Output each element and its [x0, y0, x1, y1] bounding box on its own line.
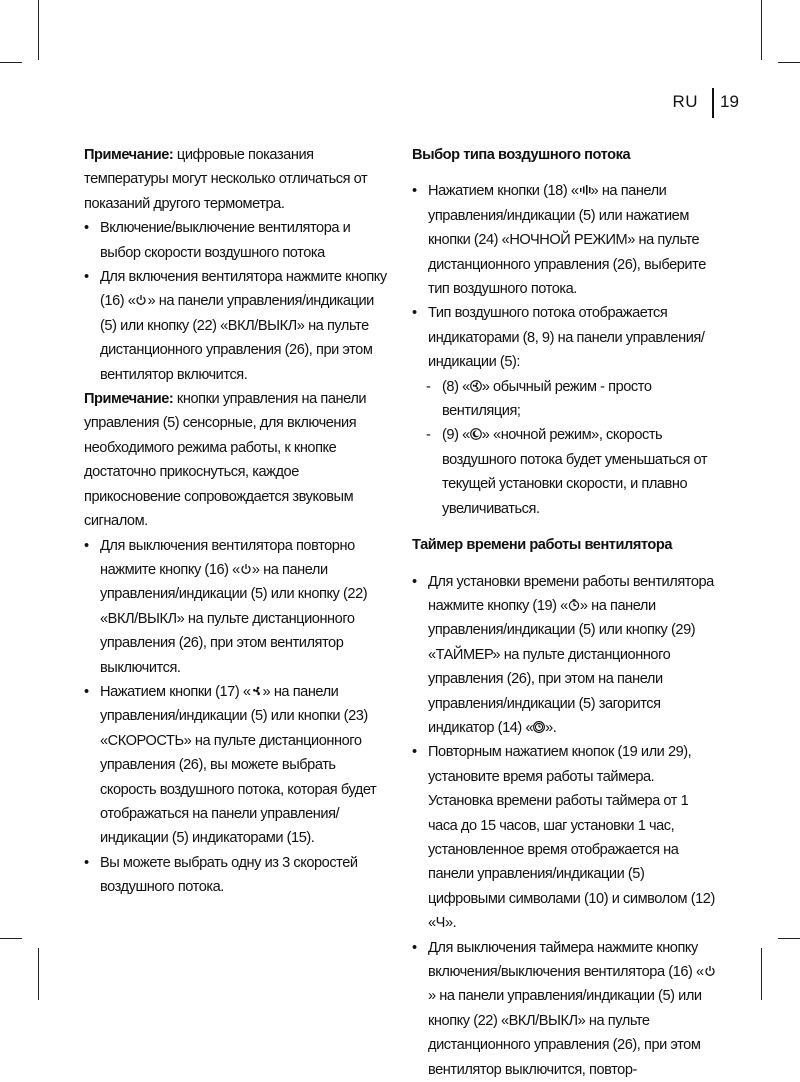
airflow-mode-icon: [579, 184, 591, 196]
list-item-text: ».: [545, 720, 556, 736]
list-item-text: (9) «: [442, 427, 470, 443]
list-item-text: » на панели управления/индикации (5) или кнопку (22) «ВКЛ/ВЫКЛ» на пульте дистанционного управления (26), при этом вентилятор включится.: [100, 293, 374, 382]
right-column: [412, 143, 718, 1082]
list-item: [84, 534, 388, 680]
timer-list: [412, 570, 718, 1082]
note-text: кнопки управления на панели управления (5) сенсорные, для включения необходимого режима работы, к кнопке достаточно прикоснуться, каждое прикосновение сопровождается звуковым сигналом.: [84, 391, 366, 529]
list-item: [84, 851, 388, 900]
left-column: [84, 143, 388, 900]
list-item-text: (8) «: [442, 379, 470, 395]
page-number: 19: [720, 92, 739, 112]
timer-heading: Таймер времени работы вентилятора: [412, 533, 718, 557]
list-item-text: » обычный режим - просто вентиляция;: [442, 379, 652, 419]
airflow-heading: Выбор типа воздушного потока: [412, 143, 718, 167]
list-item: [84, 216, 388, 265]
airflow-list: [412, 179, 718, 521]
crop-mark-bottom-left-h: [0, 938, 22, 939]
list-item: [412, 570, 718, 741]
timer-icon: [568, 599, 580, 611]
power-icon: [135, 294, 147, 306]
crop-mark-top-left: [38, 0, 39, 60]
list-item-text: » «ночной режим», скорость воздушного потока будет уменьшаться от текущей установки скорости, и плавно увеличиваться.: [442, 427, 707, 516]
note-text: цифровые показания температуры могут несколько отличаться от показаний другого термометра.: [84, 147, 367, 212]
fan-speed-icon: [251, 685, 263, 697]
list-item: [412, 375, 718, 424]
list-item-text: Для включения вентилятора нажмите кнопку (16) «: [100, 269, 387, 309]
list-item: [84, 265, 388, 387]
crop-mark-bottom-left: [38, 948, 39, 1000]
list-item-text: Для установки времени работы вентилятора нажмите кнопку (19) «: [428, 574, 714, 614]
list-item-text: Нажатием кнопки (18) «: [428, 183, 579, 199]
list-item: [84, 680, 388, 851]
list-item-text: Вы можете выбрать одну из 3 скоростей воздушного потока.: [100, 855, 358, 895]
list-item-text: » на панели управления/индикации (5) или нажатием кнопки (24) «НОЧНОЙ РЕЖИМ» на пульте дистанционного управления (26), выберите тип воздушного потока.: [428, 183, 706, 297]
list-item-text: Включение/выключение вентилятора и выбор скорости воздушного потока: [100, 220, 350, 260]
language-code: RU: [672, 92, 698, 112]
list-item: [412, 179, 718, 301]
power-off-speed-list: [84, 534, 388, 900]
note-label: Примечание:: [84, 391, 173, 407]
crop-mark-top-right: [761, 0, 762, 60]
power-icon: [704, 965, 716, 977]
list-item-text: » на панели управления/индикации (5) или кнопку (22) «ВКЛ/ВЫКЛ» на пульте дистанционного управления (26), при этом вентилятор выключится, повтор-: [428, 988, 702, 1077]
list-item-text: Повторным нажатием кнопок (19 или 29), установите время работы таймера. Установка времени работы таймера от 1 часа до 15 часов, шаг установки 1 час, установленное время отображается на панели управления/индикации (5) цифровыми символами (10) и символом (12) «Ч».: [428, 744, 715, 931]
list-item: [412, 740, 718, 935]
note-temperature: [84, 143, 388, 216]
list-item-text: Нажатием кнопки (17) «: [100, 684, 251, 700]
crop-mark-bottom-right: [761, 948, 762, 1000]
page-header: [640, 88, 750, 118]
crop-mark-top-right-h: [778, 62, 800, 63]
header-divider: [712, 88, 714, 118]
list-item-text: » на панели управления/индикации (5) или кнопку (29) «ТАЙМЕР» на пульте дистанционного управления (26), при этом на панели управления/индикации (5) загорится индикатор (14) «: [428, 598, 695, 736]
power-speed-list: [84, 216, 388, 387]
airflow-mode-list: [412, 375, 718, 521]
list-item-text: » на панели управления/индикации (5) или кнопки (23) «СКОРОСТЬ» на пульте дистанционного управления (26), вы можете выбрать скорость воздушного потока, которая будет отображаться на панели управления/индикации (5) индикаторами (15).: [100, 684, 376, 846]
list-item: [412, 423, 718, 521]
night-mode-icon: [470, 428, 482, 440]
list-item-text: » на панели управления/индикации (5) или кнопку (22) «ВКЛ/ВЫКЛ» на пульте дистанционного управления (26), при этом вентилятор выключится.: [100, 562, 367, 676]
normal-mode-icon: [470, 380, 482, 392]
list-item: [412, 936, 718, 1082]
list-item-text: Для выключения таймера нажмите кнопку включения/выключения вентилятора (16) «: [428, 940, 704, 980]
timer-indicator-icon: [533, 721, 545, 733]
note-sensor-buttons: [84, 387, 388, 533]
crop-mark-top-left-h: [0, 62, 22, 63]
note-label: Примечание:: [84, 147, 173, 163]
crop-mark-bottom-right-h: [778, 938, 800, 939]
list-item-text: Тип воздушного потока отображается индикаторами (8, 9) на панели управления/индикации (5):: [428, 305, 704, 370]
list-item: [412, 301, 718, 521]
list-item-text: Для выключения вентилятора повторно нажмите кнопку (16) «: [100, 538, 355, 578]
power-icon: [240, 563, 252, 575]
